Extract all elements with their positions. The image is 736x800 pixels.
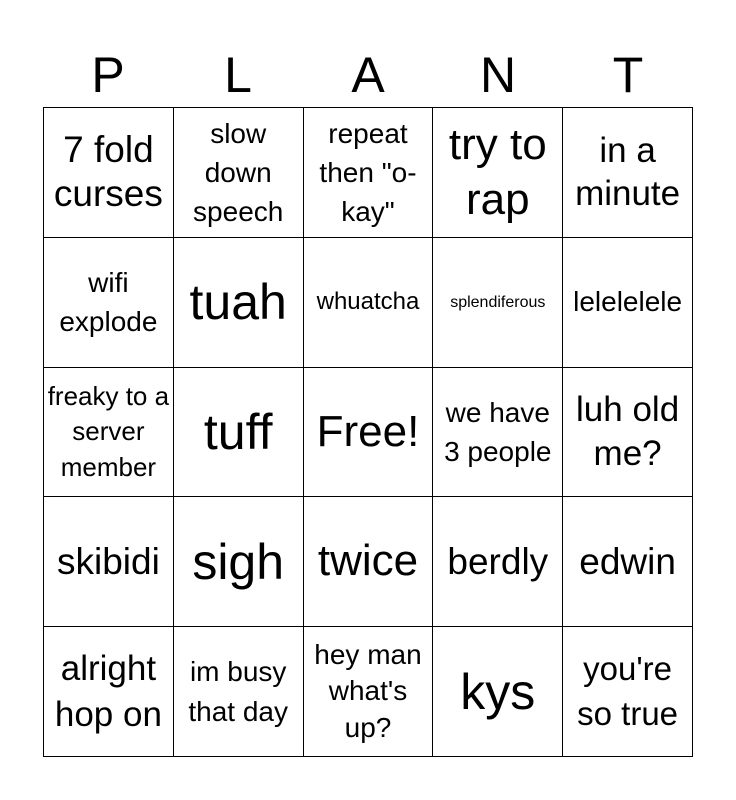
bingo-cell[interactable]: [44, 108, 174, 238]
free-space-text: Free!: [316, 406, 420, 456]
bingo-cell[interactable]: [174, 238, 304, 368]
free-space-cell[interactable]: [304, 368, 434, 498]
cell-text: alright hop on: [54, 649, 162, 734]
bingo-cell[interactable]: [174, 108, 304, 238]
bingo-cell[interactable]: [44, 368, 174, 498]
bingo-cell[interactable]: [563, 497, 693, 627]
bingo-cell[interactable]: [174, 627, 304, 757]
header-letter-p: P: [91, 47, 125, 103]
bingo-cell[interactable]: [563, 627, 693, 757]
cell-text: im busy that day: [188, 656, 289, 727]
cell-text: luh old me?: [576, 390, 680, 473]
bingo-cell[interactable]: [433, 627, 563, 757]
cell-text: we have 3 people: [444, 396, 552, 467]
cell-text: twice: [317, 536, 419, 586]
bingo-cell[interactable]: [433, 497, 563, 627]
bingo-cell[interactable]: [433, 238, 563, 368]
bingo-cell[interactable]: [304, 497, 434, 627]
cell-text: wifi explode: [59, 267, 158, 338]
cell-text: kys: [460, 663, 536, 720]
cell-text: tuff: [203, 403, 273, 460]
bingo-cell[interactable]: [433, 368, 563, 498]
cell-text: slow down speech: [193, 117, 284, 227]
cell-text: you're so true: [577, 650, 679, 732]
bingo-cell[interactable]: [304, 238, 434, 368]
bingo-cell[interactable]: [563, 368, 693, 498]
cell-text: whuatcha: [316, 287, 420, 315]
header-letter-l: L: [224, 47, 252, 103]
bingo-cell[interactable]: [304, 108, 434, 238]
header-letter-t: T: [612, 47, 644, 103]
header-letter-n: N: [479, 47, 517, 103]
cell-text: 7 fold curses: [53, 129, 163, 215]
cell-text: sigh: [192, 533, 285, 590]
cell-text: try to rap: [448, 120, 547, 225]
bingo-header: [43, 44, 693, 106]
cell-text: freaky to a server member: [47, 381, 170, 482]
cell-text: in a minute: [575, 130, 681, 214]
bingo-cell[interactable]: [174, 368, 304, 498]
cell-text: edwin: [579, 540, 676, 582]
cell-text: hey man what's up?: [314, 639, 422, 743]
cell-text: lelelelele: [573, 286, 683, 318]
bingo-cell[interactable]: [174, 497, 304, 627]
bingo-board: [43, 107, 693, 757]
bingo-cell[interactable]: [44, 627, 174, 757]
cell-text: tuah: [189, 274, 287, 331]
cell-text: repeat then "o-kay": [319, 117, 417, 227]
bingo-cell[interactable]: [44, 497, 174, 627]
cell-text: skibidi: [56, 540, 160, 582]
bingo-cell[interactable]: [433, 108, 563, 238]
bingo-cell[interactable]: [563, 238, 693, 368]
bingo-cell[interactable]: [44, 238, 174, 368]
header-letter-a: A: [351, 47, 385, 103]
bingo-cell[interactable]: [304, 627, 434, 757]
cell-text: splendiferous: [450, 293, 546, 311]
cell-text: berdly: [447, 540, 549, 582]
bingo-cell[interactable]: [563, 108, 693, 238]
